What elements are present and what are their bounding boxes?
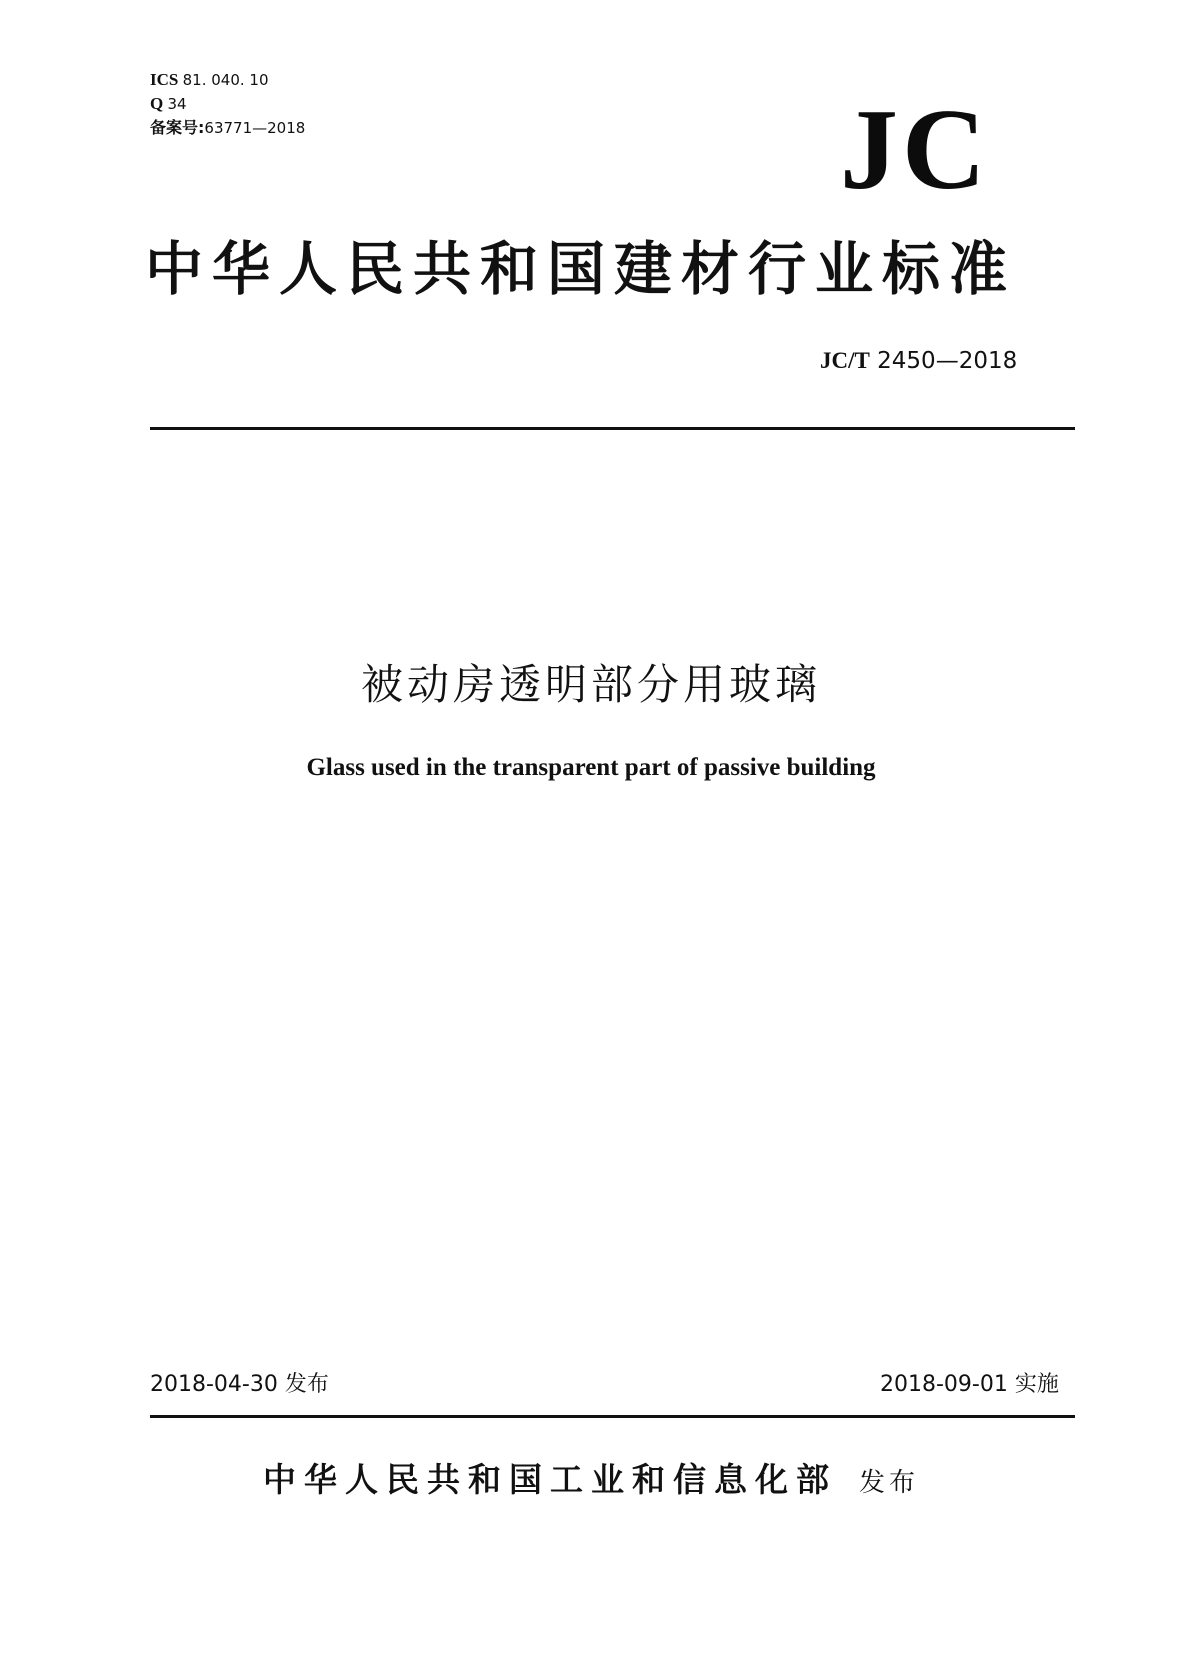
title-chinese: 被动房透明部分用玻璃 <box>360 660 821 709</box>
publisher-name: 中华人民共和国工业和信息化部 <box>262 1460 837 1499</box>
record-value: 63771—2018 <box>204 119 306 137</box>
standard-code: JC/T <box>820 348 870 373</box>
record-label: 备案号: <box>150 118 205 137</box>
standard-banner: 中华人民共和国建材行业标准 <box>145 235 1017 303</box>
publisher <box>0 1458 1182 1505</box>
title-english: Glass used in the transparent part of passive building <box>306 754 876 781</box>
record-line <box>150 116 305 140</box>
standard-number <box>820 346 1017 376</box>
standard-number-value: 2450—2018 <box>877 348 1018 374</box>
ics-line <box>150 68 269 92</box>
ccs-line <box>150 92 187 116</box>
issue-date: 2018-04-30 发布 <box>150 1372 329 1397</box>
implementation-date: 2018-09-01 实施 <box>880 1372 1059 1397</box>
ics-label: ICS <box>150 70 179 89</box>
ccs-value: 34 <box>167 95 187 113</box>
jc-logo: JC <box>840 86 990 214</box>
top-divider <box>150 427 1075 430</box>
publisher-suffix: 发布 <box>858 1468 919 1498</box>
bottom-divider <box>150 1415 1075 1418</box>
ccs-label: Q <box>150 94 164 113</box>
ics-value: 81. 040. 10 <box>182 71 269 89</box>
